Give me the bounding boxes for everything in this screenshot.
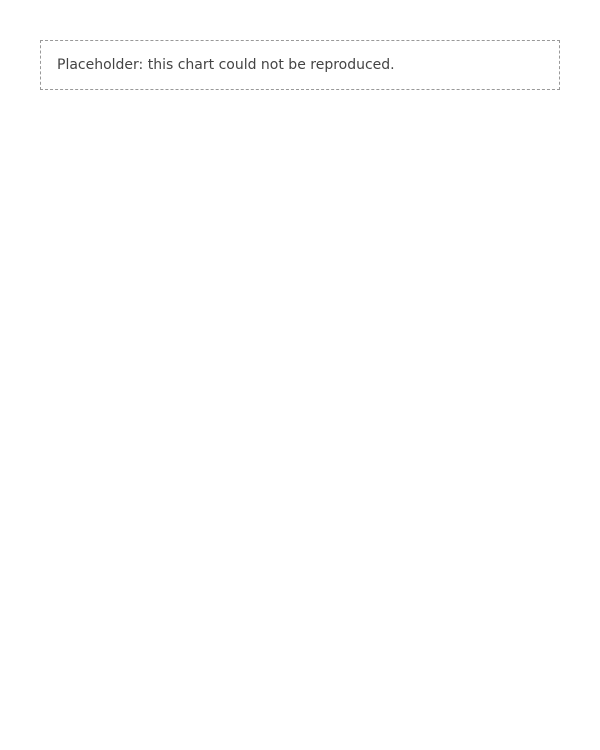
placeholder-message: Placeholder: this chart could not be reproduced. (40, 40, 560, 90)
